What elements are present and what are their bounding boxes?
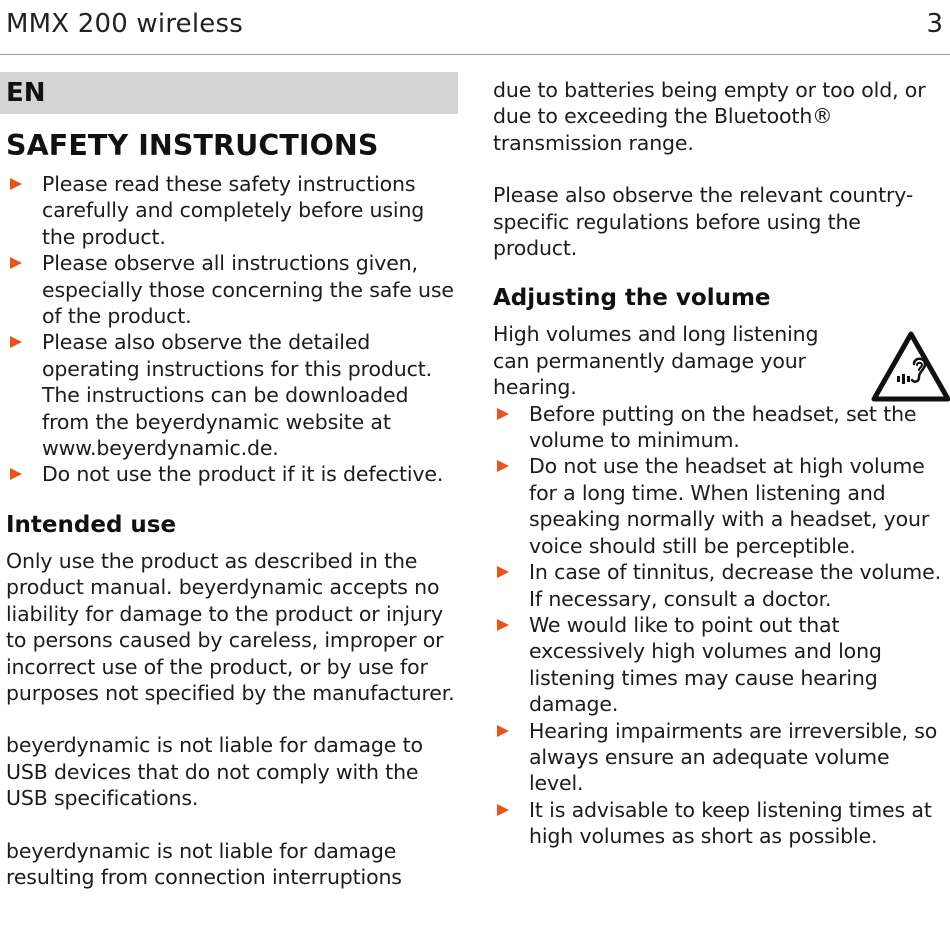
safety-heading: SAFETY INSTRUCTIONS — [6, 129, 379, 162]
triangle-bullet-icon — [497, 460, 509, 472]
language-label: EN — [0, 72, 458, 114]
adjusting-volume-heading: Adjusting the volume — [493, 285, 771, 312]
list-item: It is advisable to keep listening times at high volumes as short as possible. — [493, 797, 945, 850]
triangle-bullet-icon — [10, 336, 22, 348]
intended-use-heading: Intended use — [6, 511, 177, 538]
list-item: We would like to point out that excessively high volumes and long listening times may cause hearing damage. — [493, 612, 945, 718]
list-item: Do not use the product if it is defective. — [6, 461, 458, 487]
left-column — [6, 72, 458, 890]
triangle-bullet-icon — [497, 566, 509, 578]
list-item: Please read these safety instructions carefully and completely before using the product. — [6, 171, 458, 250]
volume-list — [493, 401, 945, 850]
right-column — [493, 77, 945, 850]
hearing-damage-warning-icon — [871, 331, 950, 403]
usb-liability-paragraph: beyerdynamic is not liable for damage to USB devices that do not comply with the USB specifications. — [6, 733, 423, 811]
list-item: In case of tinnitus, decrease the volume. If necessary, consult a doctor. — [493, 559, 945, 612]
list-item: Before putting on the headset, set the volume to minimum. — [493, 401, 945, 454]
page-header — [0, 0, 950, 55]
list-item: Hearing impairments are irreversible, so always ensure an adequate volume level. — [493, 718, 945, 797]
list-item: Please observe all instructions given, especially those concerning the safe use of the product. — [6, 250, 458, 329]
triangle-bullet-icon — [497, 725, 509, 737]
volume-intro-paragraph: High volumes and long listening can permanently damage your hearing. — [493, 322, 819, 400]
list-item: Do not use the headset at high volume for a long time. When listening and speaking normally with a headset, your voice should still be perceptible. — [493, 453, 945, 559]
document-title: MMX 200 wireless — [6, 9, 243, 39]
triangle-bullet-icon — [10, 178, 22, 190]
continued-paragraph: due to batteries being empty or too old, or due to exceeding the Bluetooth® transmission range. — [493, 78, 926, 155]
triangle-bullet-icon — [497, 804, 509, 816]
triangle-bullet-icon — [10, 468, 22, 480]
page-number: 3 — [926, 9, 943, 39]
list-item: Please also observe the detailed operating instructions for this product. The instructions can be downloaded from the beyerdynamic website at www.beyerdynamic.de. — [6, 329, 458, 461]
triangle-bullet-icon — [497, 619, 509, 631]
triangle-bullet-icon — [10, 257, 22, 269]
regulations-paragraph: Please also observe the relevant country-specific regulations before using the product. — [493, 183, 914, 261]
volume-intro-block — [493, 321, 945, 400]
intended-use-paragraph: Only use the product as described in the product manual. beyerdynamic accepts no liability for damage to the product or injury to persons caused by careless, improper or incorrect use of the product, or by use for purposes not specified by the manufacturer. — [6, 548, 455, 705]
triangle-bullet-icon — [497, 408, 509, 420]
safety-list — [6, 171, 458, 488]
connection-liability-paragraph: beyerdynamic is not liable for damage resulting from connection interruptions — [6, 838, 402, 889]
